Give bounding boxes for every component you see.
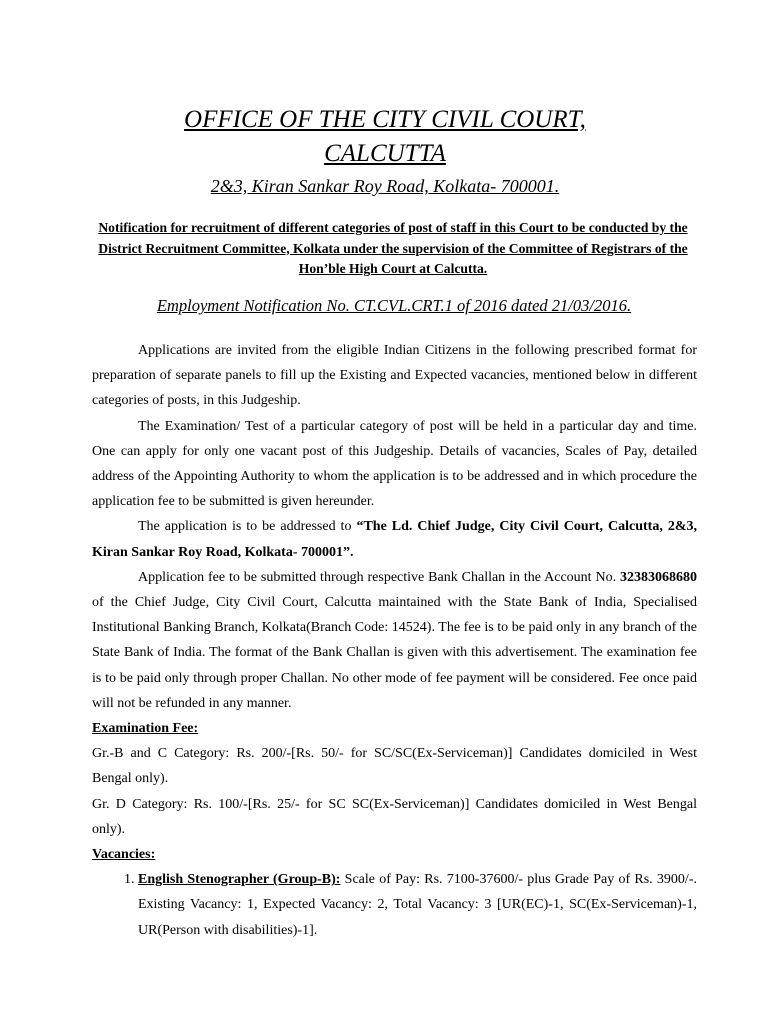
addressee: “The Ld. Chief Judge, City Civil Court, Calcutta, 2&3, Kiran Sankar Roy Road, Kolkata- 700001”. [92,519,697,560]
paragraph-invitation: Applications are invited from the eligible Indian Citizens in the following prescribed format for preparation of separate panels to fill up the Existing and Expected vacancies, mentioned below in different categories of posts, in this Judgeship. [92,343,697,409]
examination-fee-heading: Examination Fee: [92,721,199,737]
office-address: 2&3, Kiran Sankar Roy Road, Kolkata- 700001. [210,176,560,196]
list-item [138,867,697,943]
fee-text-a: Application fee to be submitted through respective Bank Challan in the Account No. [138,569,620,585]
account-number: 32383068680 [620,569,697,585]
office-title: OFFICE OF THE CITY CIVIL COURT, [184,106,586,133]
fee-group-d: Gr. D Category: Rs. 100/-[Rs. 25/- for SC SC(Ex-Serviceman)] Candidates domiciled in West Bengal only). [92,796,697,837]
paragraph-address-to [92,514,697,564]
vacancies-heading: Vacancies: [92,847,156,863]
vacancy-post-name: English Stenographer (Group-B): [138,872,341,888]
notification-heading: Notification for recruitment of different categories of post of staff in this Court to be conducted by the District Recruitment Committee, Kolkata under the supervision of the Committee of Registrars of the Hon’ble High Court at Calcutta. [98,220,688,276]
fee-text-b: of the Chief Judge, City Civil Court, Calcutta maintained with the State Bank of India, Specialised Institutional Banking Branch, Kolkata(Branch Code: 14524). The fee is to be paid only in any branch of the State Bank of India. The format of the Bank Challan is given with this advertisement. The examination fee is to be paid only through proper Challan. No other mode of fee payment will be considered. Fee once paid will not be refunded in any manner. [92,595,697,711]
vacancy-list [92,867,697,943]
address-to-text: The application is to be addressed to [138,519,357,535]
fee-group-b-c: Gr.-B and C Category: Rs. 200/-[Rs. 50/- for SC/SC(Ex-Serviceman)] Candidates domiciled in West Bengal only). [92,746,697,787]
employment-notification-number: Employment Notification No. CT.CVL.CRT.1 of 2016 dated 21/03/2016. [156,296,632,315]
office-title-city: CALCUTTA [324,140,446,167]
paragraph-application-fee [92,565,697,716]
document-body [92,338,697,943]
vacancy-details: Scale of Pay: Rs. 7100-37600/- plus Grade Pay of Rs. 3900/-. Existing Vacancy: 1, Expected Vacancy: 2, Total Vacancy: 3 [UR(EC)-1, SC(Ex-Serviceman)-1, UR(Person with disabilities)-1]. [138,872,697,938]
paragraph-examination: The Examination/ Test of a particular category of post will be held in a particular day and time. One can apply for only one vacant post of this Judgeship. Details of vacancies, Scales of Pay, detailed address of the Appointing Authority to whom the application is to be addressed and in which procedure the application fee to be submitted is given hereunder. [92,418,697,510]
